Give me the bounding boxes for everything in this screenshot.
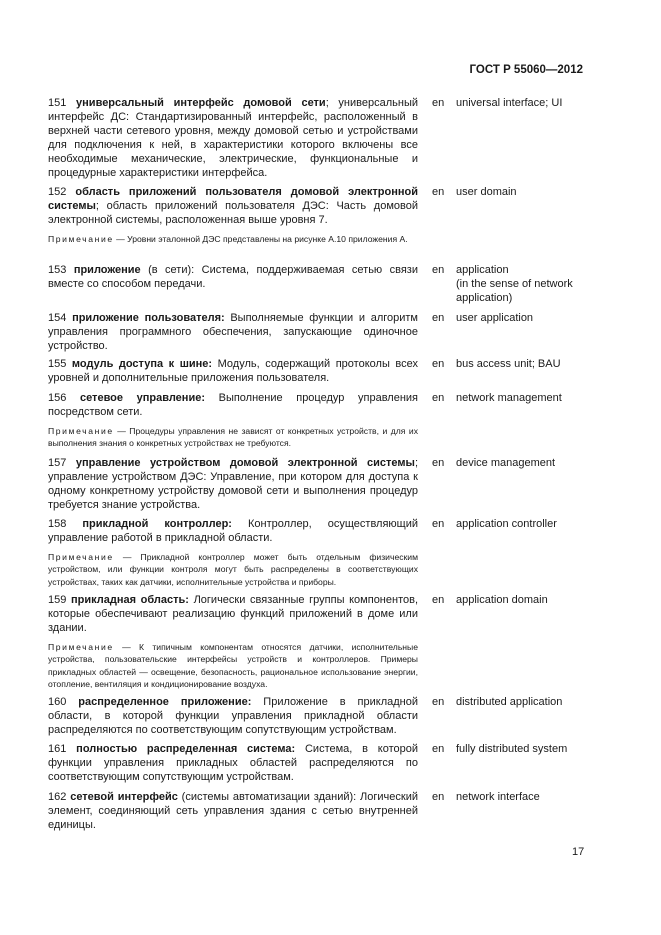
term-definition — [48, 357, 418, 385]
note-text: — Процедуры управления не зависят от конкретных устройств, и для их выполнения знания о конкретных устройствах не требуются. — [48, 426, 418, 449]
language-code: en — [432, 696, 445, 708]
term-definition — [48, 391, 418, 450]
term-text: ; область приложений пользователя ДЭС: Часть домовой электронной системы, расположенная выше уровня 7. — [48, 200, 418, 227]
english-equivalent: distributed application — [456, 696, 563, 708]
term-name: распределенное приложение: — [78, 696, 252, 708]
term-definition — [48, 311, 418, 353]
language-code: en — [432, 312, 445, 324]
term-text: Выполняемые функции и алгоритм управления программного обеспечения, запускающие одиночное устройство. — [48, 312, 418, 353]
term-name: сетевое управление: — [79, 392, 205, 404]
term-name: универсальный интерфейс домовой сети — [76, 97, 326, 109]
term-definition — [48, 185, 418, 245]
term-number: 159 — [48, 594, 67, 606]
term-number: 156 — [48, 392, 67, 404]
term-name: полностью распределенная система: — [76, 743, 296, 755]
term-text: Модуль, содержащий протоколы всех уровней и дополнительные приложения пользователя. — [48, 358, 418, 385]
english-equivalent: device management — [456, 457, 556, 469]
language-code: en — [432, 358, 445, 370]
note-label: Примечание — [48, 552, 114, 563]
language-code: en — [432, 791, 445, 803]
term-number: 161 — [48, 743, 67, 755]
note-label: Примечание — [48, 234, 114, 245]
note — [48, 641, 418, 690]
language-code: en — [432, 457, 445, 469]
term-text: (в сети): Система, поддерживаемая сетью связи вместе со способом передачи. — [48, 264, 418, 291]
term-definition — [48, 790, 418, 832]
term-definition — [48, 456, 418, 512]
english-equivalent: user application — [456, 312, 534, 324]
term-text: Приложение в прикладной области, в которой функции управления прикладной области распределяются по соответствующим сопутствующим устройствам. — [48, 696, 418, 737]
term-definition — [48, 96, 418, 181]
english-equivalent: application controller — [456, 518, 557, 530]
english-equivalent: bus access unit; BAU — [456, 358, 561, 370]
term-text: (системы автоматизации зданий): Логический элемент, соединяющий сеть управления здания с сетью внутренней единицы. — [48, 791, 418, 832]
term-text: Система, в которой функции управления прикладных областей распределяются по соответствующим сопутствующим устройствам. — [48, 743, 419, 784]
term-text: Логически связанные группы компонентов, которые обеспечивают реализацию функций приложений в доме или здании. — [48, 594, 419, 635]
language-code: en — [432, 518, 445, 530]
term-definition — [48, 695, 418, 737]
note — [48, 425, 418, 449]
note-text: — К типичным компонентам относятся датчики, исполнительные устройства, пользовательские интерфейсы устройств и контроллеров. Примеры прикладных областей — освещение, безопасность, рациональное использование энергии, отопление, вентиляция и кондиционирование воздуха. — [48, 642, 418, 689]
note-label: Примечание — [48, 426, 114, 437]
term-number: 162 — [48, 791, 67, 803]
page-number: 17 — [572, 846, 585, 858]
term-number: 157 — [48, 457, 67, 469]
term-text: ; универсальный интерфейс ДС: Стандартизированный интерфейс, расположенный в верхней части сетевого уровня, между домовой сетью и устройствами для подключения к ней, в характеристики которого включены все необходимые механические, электрические, функциональные и процедурные характеристики интерфейса. — [48, 97, 419, 180]
term-number: 158 — [48, 518, 67, 530]
term-number: 155 — [48, 358, 67, 370]
term-number: 152 — [48, 186, 67, 198]
term-name: приложение пользователя: — [72, 312, 225, 324]
term-number: 160 — [48, 696, 67, 708]
term-definition — [48, 593, 418, 690]
language-code: en — [432, 392, 445, 404]
term-definition — [48, 742, 418, 784]
term-name: модуль доступа к шине: — [71, 358, 213, 370]
english-equivalent: fully distributed system — [456, 743, 568, 755]
english-equivalent: user domain — [456, 186, 517, 198]
language-code: en — [432, 594, 445, 606]
language-code: en — [432, 264, 445, 276]
term-name: приложение — [73, 264, 141, 276]
term-name: прикладной контроллер: — [82, 518, 232, 530]
english-equivalent: universal interface; UI — [456, 97, 563, 109]
english-equivalent: application domain — [456, 594, 548, 606]
term-text: ; управление устройством ДЭС: Управление, при котором для доступа к одному конкретному устройству домовой сети и выполнения процедур требуется знание устройства. — [48, 457, 418, 512]
term-number: 154 — [48, 312, 67, 324]
language-code: en — [432, 743, 445, 755]
term-name: область приложений пользователя домовой электронной системы — [48, 186, 418, 213]
note — [48, 551, 418, 588]
language-code: en — [432, 186, 445, 198]
term-definition — [48, 517, 418, 588]
english-equivalent: network management — [456, 392, 562, 404]
note-label: Примечание — [48, 642, 114, 653]
english-equivalent: network interface — [456, 791, 540, 803]
term-number: 151 — [48, 97, 67, 109]
note — [48, 233, 418, 245]
term-text: Выполнение процедур управления посредством сети. — [48, 392, 418, 419]
term-name: сетевой интерфейс — [70, 791, 178, 803]
language-code: en — [432, 97, 445, 109]
term-name: прикладная область: — [71, 594, 189, 606]
note-text: — Прикладной контроллер может быть отдельным физическим устройством, или функции контроля могут быть распределены в соответствующих устройствах, таких как датчики, исполнительные устройства и приборы. — [48, 552, 418, 587]
term-definition — [48, 263, 418, 291]
term-text: Контроллер, осуществляющий управление работой в прикладной области. — [48, 518, 418, 545]
english-equivalent: application (in the sense of network application) — [456, 264, 573, 305]
standard-designation: ГОСТ Р 55060—2012 — [469, 64, 583, 76]
term-name: управление устройством домовой электронной системы — [75, 457, 415, 469]
note-text: — Уровни эталонной ДЭС представлены на рисунке А.10 приложения А. — [113, 234, 408, 245]
term-number: 153 — [48, 264, 67, 276]
